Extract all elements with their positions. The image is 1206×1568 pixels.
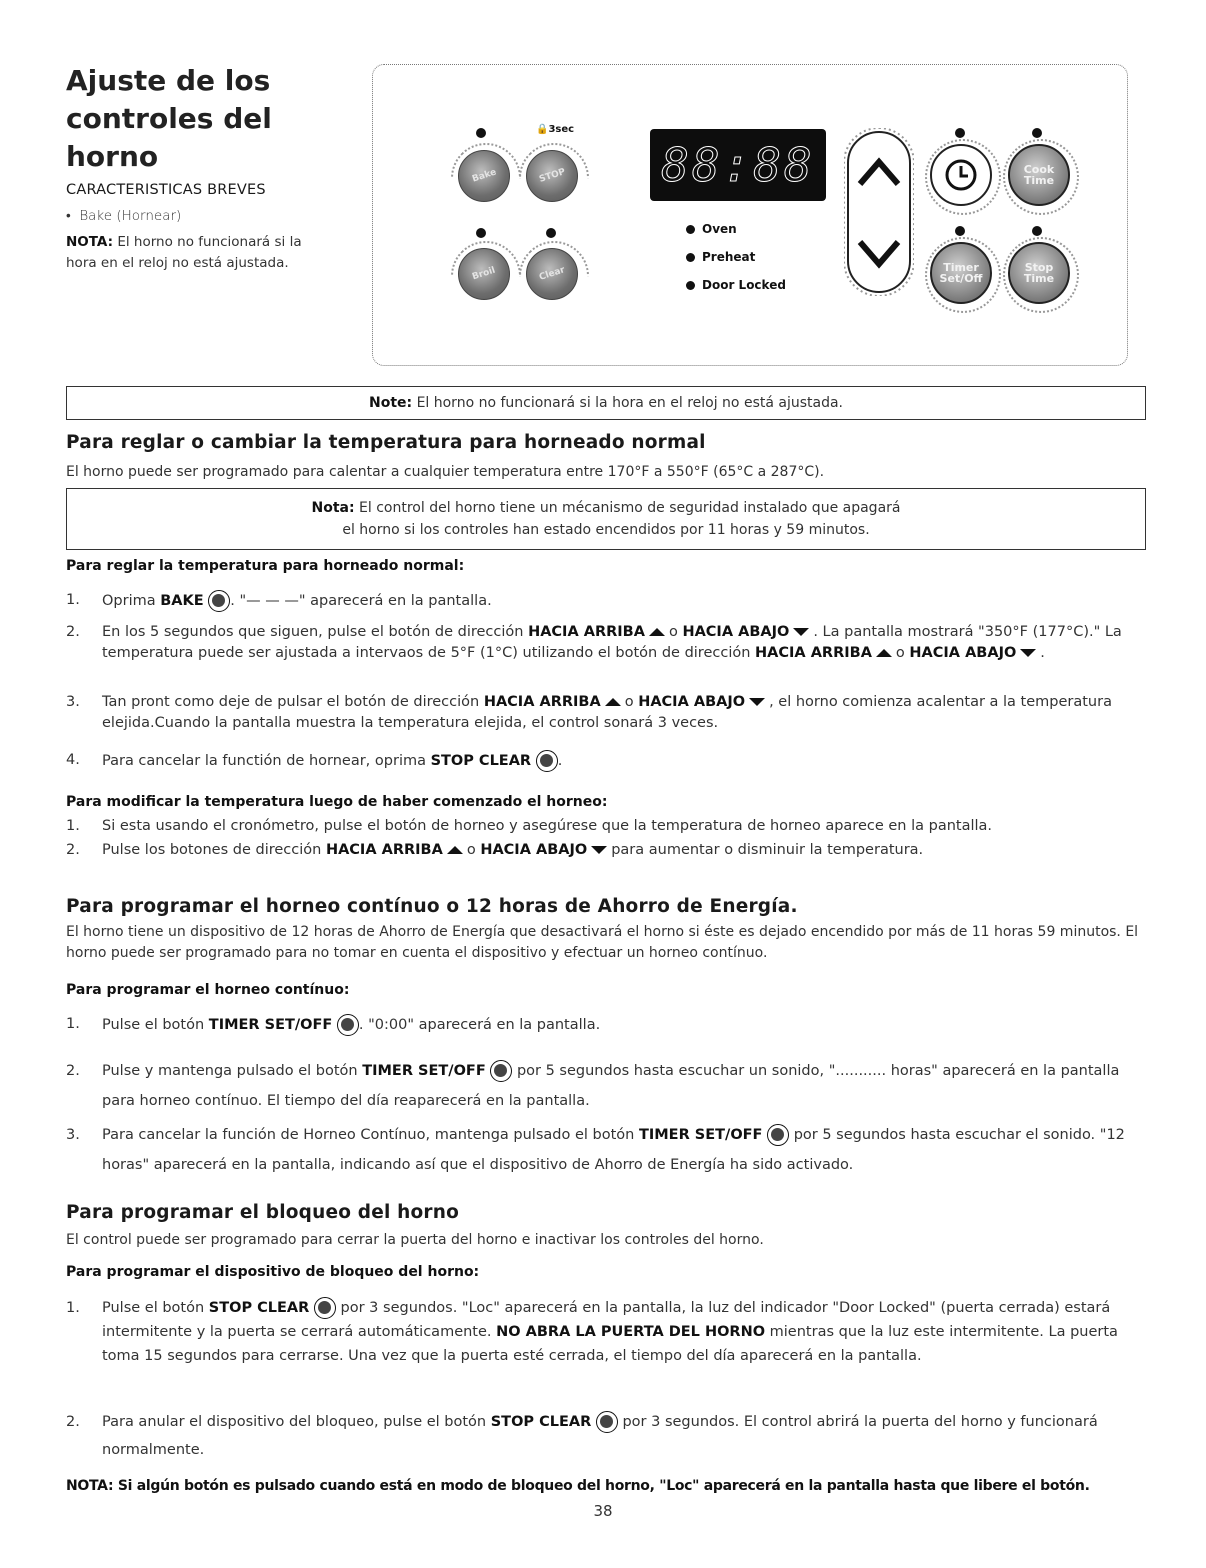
step-text: Para cancelar la función de Horneo Contínuo, mantenga pulsado el botón xyxy=(102,1127,635,1143)
clock-icon xyxy=(944,158,978,192)
down-arrow-icon xyxy=(749,698,765,706)
warning-text: NO ABRA LA PUERTA DEL HORNO xyxy=(496,1324,766,1340)
safety-nota-line1 xyxy=(67,497,1145,519)
list-item xyxy=(66,590,1146,612)
list-item xyxy=(66,1408,1146,1464)
step-text: Pulse los botones de dirección xyxy=(102,842,322,858)
indicator-preheat xyxy=(686,250,755,264)
clear-button[interactable] xyxy=(526,248,578,300)
broil-button[interactable] xyxy=(458,248,510,300)
header-nota xyxy=(66,232,306,274)
up-label: HACIA ARRIBA xyxy=(755,645,872,661)
cook-time-indicator-dot xyxy=(1032,128,1042,138)
display-digits: 88:88 xyxy=(661,138,815,192)
up-label: HACIA ARRIBA xyxy=(483,694,601,710)
list-number: 2. xyxy=(66,842,80,858)
step-text: o xyxy=(624,694,634,710)
stop-time-button[interactable] xyxy=(1008,242,1070,304)
note-label: Note: xyxy=(368,395,413,411)
section1-intro: El horno puede ser programado para calentar a cualquier temperatura entre 170°F a 550°F (65°C a 287°C). xyxy=(66,464,825,480)
stop-button-label: STOP xyxy=(537,167,567,185)
note-box-clock xyxy=(66,386,1146,420)
down-arrow-icon xyxy=(591,846,607,854)
timer-set-off-button[interactable] xyxy=(930,242,992,304)
bake-button-label: Bake xyxy=(470,167,498,185)
step-text: o xyxy=(466,842,476,858)
section3-intro: El control puede ser programado para cerrar la puerta del horno e inactivar los controles del horno. xyxy=(66,1232,764,1248)
down-label: HACIA ABAJO xyxy=(682,624,790,640)
page-title: Ajuste de los controles del horno xyxy=(66,64,272,173)
stop-clear-label: STOP CLEAR xyxy=(208,1300,310,1316)
broil-indicator-dot xyxy=(476,228,486,238)
note-text: El horno no funcionará si la hora en el reloj no está ajustada. xyxy=(416,395,843,411)
up-label: HACIA ARRIBA xyxy=(528,624,645,640)
step-text: Oprima xyxy=(102,593,156,609)
step-text: por 5 segundos hasta escuchar un sonido, "........... horas" aparecerá en la pantalla para horneo contínuo. El tiempo del día reaparecerá en la pantalla. xyxy=(102,1063,1120,1109)
arrow-pad xyxy=(844,128,914,296)
step-text: Para cancelar la functión de hornear, oprima xyxy=(102,753,426,769)
note-box-safety xyxy=(66,488,1146,550)
safety-nota-label: Nota: xyxy=(311,500,355,516)
lock-3sec-label: 🔒3sec xyxy=(536,124,575,135)
section2-subheading: Para programar el horneo contínuo: xyxy=(66,982,350,998)
oven-indicator-icon xyxy=(686,225,695,234)
feature-bullet: • Bake (Hornear) xyxy=(66,208,182,224)
step-text: En los 5 segundos que siguen, pulse el botón de dirección xyxy=(102,624,524,640)
up-arrow-icon xyxy=(876,649,892,657)
clock-indicator-dot xyxy=(955,128,965,138)
list-item xyxy=(66,1296,1146,1368)
clear-indicator-dot xyxy=(546,228,556,238)
section1-heading: Para reglar o cambiar la temperatura para horneado normal xyxy=(66,432,706,453)
broil-button-label: Broil xyxy=(471,265,497,283)
step-text: . "— — —" aparecerá en la pantalla. xyxy=(230,593,492,609)
features-heading: CARACTERISTICAS BREVES xyxy=(66,182,266,198)
page-number: 38 xyxy=(593,1502,613,1520)
timer-button-icon xyxy=(767,1124,789,1146)
header-nota-text: El horno no funcionará si la hora en el reloj no está ajustada. xyxy=(66,234,302,271)
digital-display xyxy=(650,129,826,201)
list-item: 4. Para cancelar la functión de hornear, oprima STOP CLEAR . xyxy=(66,750,1146,772)
step-text: , el horno comienza acalentar a la temperatura elejida.Cuando la pantalla muestra la temperatura elejida, el control sonará 3 veces. xyxy=(102,694,1112,731)
modify-heading: Para modificar la temperatura luego de haber comenzado el horneo: xyxy=(66,794,608,810)
stop-clear-button-icon xyxy=(536,750,558,772)
indicator-oven-label: Oven xyxy=(702,222,737,236)
stop-time-indicator-dot xyxy=(1032,226,1042,236)
step-text: Pulse el botón xyxy=(102,1017,205,1033)
list-number: 3. xyxy=(66,1127,80,1143)
clear-button-label: Clear xyxy=(537,265,567,283)
down-label: HACIA ABAJO xyxy=(480,842,588,858)
list-number: 1. xyxy=(66,592,80,608)
stop-clear-button-icon xyxy=(314,1297,336,1319)
lock-3sec-text: 3sec xyxy=(548,124,575,135)
step-text: Si esta usando el cronómetro, pulse el botón de horneo y asegúrese que la temperatura de horneo aparece en la pantalla. xyxy=(102,818,993,834)
list-item xyxy=(66,1056,1146,1116)
stop-clear-button-icon xyxy=(596,1411,618,1433)
indicator-oven xyxy=(686,222,737,236)
list-item xyxy=(66,692,1146,734)
down-arrow-icon xyxy=(793,628,809,636)
down-label: HACIA ABAJO xyxy=(638,694,746,710)
step-text: para aumentar o disminuir la temperatura. xyxy=(611,842,924,858)
timer-button-icon xyxy=(490,1060,512,1082)
door-locked-indicator-icon xyxy=(686,281,695,290)
step-text: por 5 segundos hasta escuchar el sonido. "12 horas" aparecerá en la pantalla, indicando así que el dispositivo de Ahorro de Energía ha sido activado. xyxy=(102,1127,1125,1173)
section2-heading: Para programar el horneo contínuo o 12 horas de Ahorro de Energía. xyxy=(66,896,798,917)
bake-button-icon xyxy=(208,590,230,612)
indicator-door-locked xyxy=(686,278,786,292)
up-label: HACIA ARRIBA xyxy=(325,842,443,858)
step-text: . "0:00" aparecerá en la pantalla. xyxy=(358,1017,601,1033)
timer-set-off-label: TIMER SET/OFF xyxy=(638,1127,763,1143)
cook-time-label: Cook Time xyxy=(1023,163,1055,187)
safety-nota-line1-text: El control del horno tiene un mécanismo de seguridad instalado que apagará xyxy=(359,500,901,516)
step-text: o xyxy=(668,624,678,640)
list-item xyxy=(66,1120,1146,1180)
step-text: Pulse el botón xyxy=(102,1300,205,1316)
timer-button-icon xyxy=(337,1014,359,1036)
step-text: por 3 segundos. El control abrirá la puerta del horno y funcionará normalmente. xyxy=(102,1414,1098,1458)
stop-clear-label: STOP CLEAR xyxy=(490,1414,592,1430)
step-text: por 3 segundos. "Loc" aparecerá en la pantalla, la luz del indicador "Door Locked" (puerta cerrada) estará intermitente y la puerta se cerrará automáticamente. xyxy=(102,1300,1111,1340)
up-arrow-icon xyxy=(649,628,665,636)
up-arrow-icon xyxy=(605,698,621,706)
list-number: 1. xyxy=(66,1016,80,1032)
timer-set-off-label: TIMER SET/OFF xyxy=(362,1063,486,1079)
list-number: 4. xyxy=(66,752,80,768)
indicator-door-locked-label: Door Locked xyxy=(702,278,786,292)
section3-heading: Para programar el bloqueo del horno xyxy=(66,1202,460,1223)
preheat-indicator-icon xyxy=(686,253,695,262)
indicator-preheat-label: Preheat xyxy=(702,250,756,264)
list-number: 3. xyxy=(66,694,80,710)
list-item xyxy=(66,816,1146,837)
bottom-note: NOTA: Si algún botón es pulsado cuando está en modo de bloqueo del horno, "Loc" aparecerá en la pantalla hasta que libere el botón. xyxy=(66,1478,1090,1494)
feature-bullet-text: Bake (Hornear) xyxy=(79,208,182,224)
list-number: 1. xyxy=(66,1300,80,1316)
up-arrow-icon xyxy=(447,846,463,854)
step-text: . La pantalla mostrará "350°F (177°C)." La temperatura puede ser ajustada a intervaos de 5°F (1°C) utilizando el botón de dirección xyxy=(102,624,1122,661)
down-arrow-icon xyxy=(1020,649,1036,657)
timer-label: Timer Set/Off xyxy=(939,261,983,285)
list-number: 2. xyxy=(66,1063,80,1079)
list-item xyxy=(66,1014,1146,1036)
bake-indicator-dot xyxy=(476,128,486,138)
bake-label: BAKE xyxy=(160,593,204,609)
section2-intro: El horno tiene un dispositivo de 12 horas de Ahorro de Energía que desactivará el horno si éste es dejado encendido por más de 11 horas 59 minutos. El horno puede ser programado para no tomar en cuenta el dispositivo y efectuar un horneo contínuo. xyxy=(66,924,1139,961)
list-number: 1. xyxy=(66,818,80,834)
list-number: 2. xyxy=(66,1414,80,1430)
safety-nota-line2: el horno si los controles han estado encendidos por 11 horas y 59 minutos. xyxy=(342,522,870,538)
section1-subheading: Para reglar la temperatura para horneado normal: xyxy=(66,558,465,574)
step-text: Para anular el dispositivo del bloqueo, pulse el botón xyxy=(102,1414,487,1430)
clock-button[interactable] xyxy=(930,144,992,206)
stop-time-label: Stop Time xyxy=(1023,261,1055,285)
control-panel-illustration xyxy=(372,64,1128,366)
timer-indicator-dot xyxy=(955,226,965,236)
list-item: 2. En los 5 segundos que siguen, pulse el botón de dirección HACIA ARRIBA o HACIA ABAJO . La pantalla mostrará "350°F (177°C)." La temperatura puede ser ajustada a intervaos de 5°F (1°C) utilizando el botón de dirección HACIA ARRIBA o HACIA ABAJO . xyxy=(66,624,1122,661)
step-text: Tan pront como deje de pulsar el botón de dirección xyxy=(102,694,480,710)
down-label: HACIA ABAJO xyxy=(909,645,1017,661)
cook-time-button[interactable] xyxy=(1008,144,1070,206)
step-text: o xyxy=(895,645,905,661)
list-item xyxy=(66,840,1146,861)
section3-subheading: Para programar el dispositivo de bloqueo del horno: xyxy=(66,1264,480,1280)
bake-button[interactable] xyxy=(458,150,510,202)
step-text: Pulse y mantenga pulsado el botón xyxy=(102,1063,358,1079)
header-nota-label: NOTA: xyxy=(66,234,114,250)
stop-button[interactable] xyxy=(526,150,578,202)
arrow-pad-graphic xyxy=(844,128,914,296)
step-text: mientras que la luz este intermitente. La puerta toma 15 segundos para cerrarse. Una vez que la puerta esté cerrada, el tiempo del día aparecerá en la pantalla. xyxy=(102,1324,1118,1364)
stop-clear-label: STOP CLEAR xyxy=(430,753,532,769)
timer-set-off-label: TIMER SET/OFF xyxy=(208,1017,333,1033)
list-number: 2. xyxy=(66,624,80,640)
